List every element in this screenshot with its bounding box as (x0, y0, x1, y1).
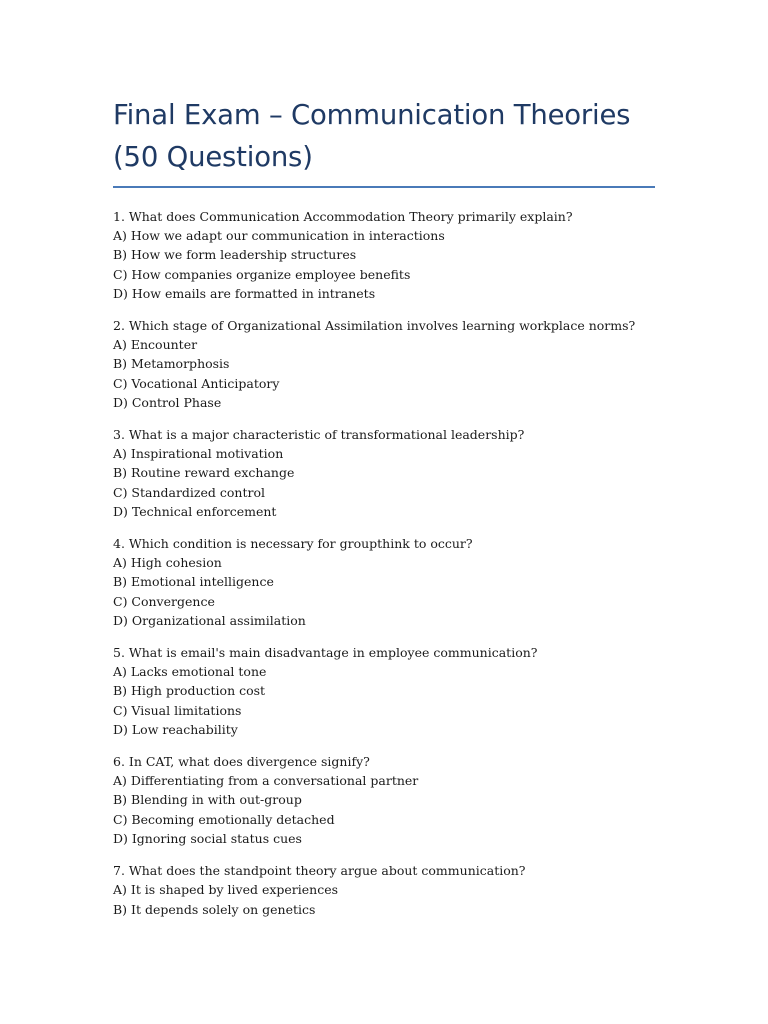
answer-option-c: C) Vocational Anticipatory (113, 375, 280, 391)
answer-option-b: B) How we form leadership structures (113, 247, 357, 263)
answer-option-b: B) It depends solely on genetics (113, 901, 316, 917)
question-3 (113, 425, 655, 521)
question-text: 2. Which stage of Organizational Assimilation involves learning workplace norms? (113, 318, 636, 334)
question-text: 7. What does the standpoint theory argue about communication? (113, 863, 526, 879)
answer-option-d: D) Low reachability (113, 721, 238, 737)
page-title (113, 94, 655, 178)
answer-option-c: C) Standardized control (113, 484, 265, 500)
answer-option-b: B) High production cost (113, 683, 266, 699)
answer-option-c: C) Convergence (113, 593, 215, 609)
answer-option-d: D) Technical enforcement (113, 503, 277, 519)
answer-option-b: B) Routine reward exchange (113, 465, 295, 481)
answer-option-a: A) Inspirational motivation (113, 446, 284, 462)
title-line-1: Final Exam – Communication Theories (113, 99, 631, 131)
question-list (113, 207, 655, 919)
question-5 (113, 643, 655, 739)
answer-option-a: A) It is shaped by lived experiences (113, 882, 339, 898)
question-4 (113, 534, 655, 630)
answer-option-c: C) Visual limitations (113, 702, 242, 718)
answer-option-b: B) Metamorphosis (113, 356, 230, 372)
answer-option-d: D) Organizational assimilation (113, 612, 306, 628)
question-text: 4. Which condition is necessary for groupthink to occur? (113, 536, 473, 552)
answer-option-c: C) How companies organize employee benefits (113, 266, 411, 282)
answer-option-b: B) Blending in with out-group (113, 792, 302, 808)
question-text: 6. In CAT, what does divergence signify? (113, 754, 370, 770)
question-text: 3. What is a major characteristic of transformational leadership? (113, 427, 525, 443)
answer-option-d: D) Ignoring social status cues (113, 830, 302, 846)
question-2 (113, 316, 655, 412)
answer-option-a: A) High cohesion (113, 555, 222, 571)
answer-option-a: A) Differentiating from a conversational partner (113, 773, 419, 789)
answer-option-c: C) Becoming emotionally detached (113, 811, 335, 827)
question-text: 1. What does Communication Accommodation Theory primarily explain? (113, 209, 573, 224)
answer-option-d: D) Control Phase (113, 394, 222, 410)
document-page (113, 94, 655, 932)
question-6 (113, 752, 655, 848)
answer-option-a: A) How we adapt our communication in interactions (113, 228, 445, 244)
title-divider (113, 186, 655, 188)
question-text: 5. What is email's main disadvantage in employee communication? (113, 645, 538, 661)
answer-option-d: D) How emails are formatted in intranets (113, 285, 376, 301)
answer-option-a: A) Encounter (113, 337, 198, 353)
question-7 (113, 861, 655, 919)
question-1 (113, 207, 655, 303)
answer-option-a: A) Lacks emotional tone (113, 664, 267, 680)
title-line-2: (50 Questions) (113, 141, 313, 173)
answer-option-b: B) Emotional intelligence (113, 574, 274, 590)
